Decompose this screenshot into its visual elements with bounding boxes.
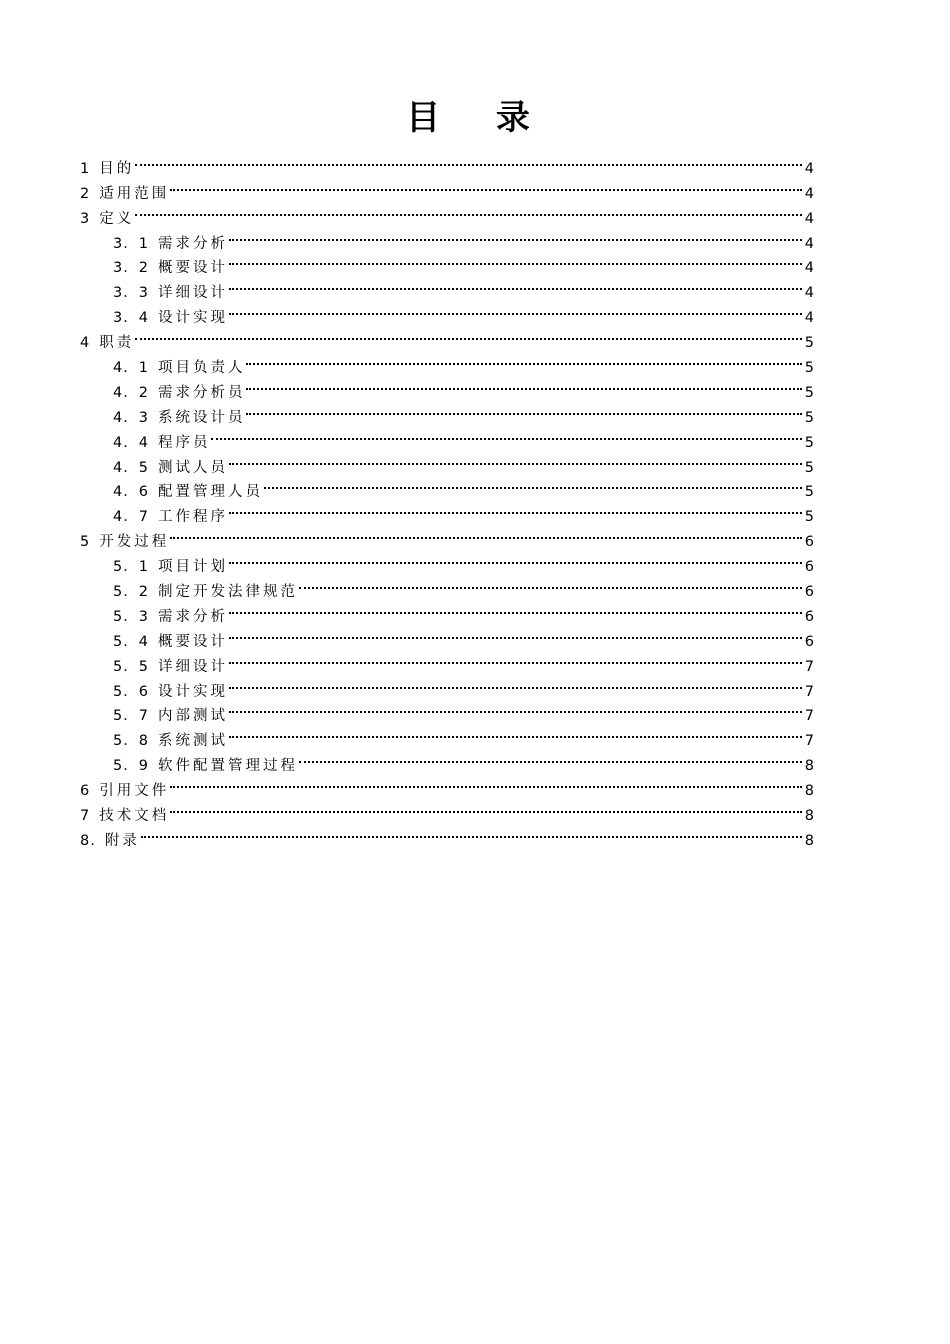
toc-entry-title: 工作程序 <box>157 509 228 526</box>
toc-entry-title: 开发过程 <box>99 534 170 551</box>
toc-entry-page: 4 <box>804 310 814 327</box>
toc-entry-number: 8. <box>80 832 96 849</box>
toc-entry-number: 4．4 <box>113 434 149 451</box>
toc-dot-leader <box>229 720 802 745</box>
toc-entry-number: 6 <box>80 783 91 800</box>
toc-dot-leader <box>135 198 802 223</box>
toc-entry-title: 概要设计 <box>157 260 228 277</box>
toc-entry-number: 5．8 <box>113 733 149 750</box>
toc-entry[interactable] <box>80 198 814 227</box>
toc-entry-title: 项目计划 <box>157 559 228 576</box>
toc-entry-number: 5．4 <box>113 633 149 650</box>
toc-entry[interactable] <box>80 770 814 800</box>
toc-entry-number: 4．3 <box>113 409 149 426</box>
toc-entry[interactable] <box>80 173 814 202</box>
toc-entry-page: 5 <box>804 459 814 476</box>
toc-entry-page: 6 <box>804 559 814 576</box>
toc-entry-number: 4 <box>80 335 91 352</box>
toc-entry[interactable] <box>80 223 814 252</box>
toc-entry-page: 6 <box>804 633 814 650</box>
toc-entry-number: 5．1 <box>113 559 149 576</box>
toc-dot-leader <box>246 347 801 372</box>
toc-entry-page: 5 <box>804 360 814 377</box>
toc-entry-title: 概要设计 <box>157 633 228 650</box>
toc-entry-title: 技术文档 <box>99 808 170 825</box>
toc-entry-title: 需求分析员 <box>157 384 246 401</box>
toc-dot-leader <box>229 223 802 248</box>
toc-dot-leader <box>229 646 802 671</box>
toc-entry[interactable] <box>80 322 814 352</box>
toc-entry-title: 系统设计员 <box>157 409 246 426</box>
toc-dot-leader <box>229 496 802 521</box>
toc-entry-number: 4．2 <box>113 384 149 401</box>
toc-entry-page: 6 <box>804 584 814 601</box>
toc-dot-leader <box>170 770 802 795</box>
toc-dot-leader <box>229 248 802 273</box>
toc-title: 目 录 <box>406 98 552 138</box>
toc-entry-page: 8 <box>804 808 814 825</box>
toc-entry-number: 3．3 <box>113 285 149 302</box>
toc-entry[interactable] <box>80 820 814 849</box>
toc-entry-title: 定义 <box>99 210 135 227</box>
toc-entry-page: 5 <box>804 384 814 401</box>
toc-entry-number: 3 <box>80 210 91 227</box>
toc-entry[interactable] <box>80 148 814 177</box>
toc-entry-page: 6 <box>804 608 814 625</box>
toc-entry-title: 软件配置管理过程 <box>157 758 298 775</box>
toc-entry-page: 4 <box>804 235 814 252</box>
toc-entry-title: 内部测试 <box>157 708 228 725</box>
toc-entry-title: 目的 <box>99 160 135 177</box>
toc-entry-title: 系统测试 <box>157 733 228 750</box>
toc-dot-leader <box>170 795 802 820</box>
toc-dot-leader <box>229 447 802 472</box>
toc-entry[interactable] <box>80 347 814 377</box>
toc-entry-page: 8 <box>804 758 814 775</box>
toc-entry-title: 程序员 <box>157 434 211 451</box>
toc-dot-leader <box>246 397 801 422</box>
toc-entry-title: 测试人员 <box>157 459 228 476</box>
toc-entry-number: 4．6 <box>113 484 149 501</box>
toc-entry-page: 7 <box>804 658 814 675</box>
toc-dot-leader <box>229 546 802 571</box>
toc-entry-title: 职责 <box>99 335 135 352</box>
toc-entry-number: 1 <box>80 160 91 177</box>
toc-entry-page: 6 <box>804 534 814 551</box>
toc-entry-number: 5．3 <box>113 608 149 625</box>
toc-dot-leader <box>299 571 802 596</box>
toc-dot-leader <box>170 173 802 198</box>
toc-entry-title: 引用文件 <box>99 783 170 800</box>
toc-dot-leader <box>135 322 802 347</box>
toc-dot-leader <box>229 621 802 646</box>
toc-entry-number: 4．7 <box>113 509 149 526</box>
toc-entry-number: 3．1 <box>113 235 149 252</box>
toc-list <box>80 148 814 849</box>
toc-entry[interactable] <box>80 546 814 576</box>
toc-entry-number: 3．2 <box>113 260 149 277</box>
toc-entry-title: 需求分析 <box>157 235 228 252</box>
toc-entry-title: 项目负责人 <box>157 360 246 377</box>
toc-entry-page: 8 <box>804 783 814 800</box>
toc-entry-page: 5 <box>804 484 814 501</box>
toc-entry-number: 4．1 <box>113 360 149 377</box>
toc-entry-number: 5．2 <box>113 584 149 601</box>
toc-entry-page: 4 <box>804 160 814 177</box>
toc-entry-title: 适用范围 <box>99 185 170 202</box>
toc-entry-title: 制定开发法律规范 <box>157 584 298 601</box>
toc-entry-page: 8 <box>804 832 814 849</box>
toc-dot-leader <box>141 820 802 845</box>
toc-dot-leader <box>229 671 802 696</box>
toc-entry-title: 详细设计 <box>157 285 228 302</box>
toc-entry-number: 3．4 <box>113 310 149 327</box>
toc-entry[interactable] <box>80 795 814 825</box>
toc-entry-page: 7 <box>804 708 814 725</box>
toc-entry-page: 4 <box>804 185 814 202</box>
toc-dot-leader <box>229 297 802 322</box>
toc-entry-number: 5．6 <box>113 683 149 700</box>
toc-entry-number: 7 <box>80 808 91 825</box>
toc-entry-page: 7 <box>804 733 814 750</box>
toc-dot-leader <box>299 745 802 770</box>
toc-entry-title: 详细设计 <box>157 658 228 675</box>
toc-entry-number: 5．7 <box>113 708 149 725</box>
toc-entry-title: 设计实现 <box>157 683 228 700</box>
toc-dot-leader <box>229 696 802 721</box>
toc-dot-leader <box>135 148 802 173</box>
toc-dot-leader <box>246 372 801 397</box>
toc-dot-leader <box>264 472 802 497</box>
toc-dot-leader <box>229 272 802 297</box>
toc-entry-page: 5 <box>804 434 814 451</box>
toc-entry-title: 附录 <box>104 832 140 849</box>
toc-entry-page: 4 <box>804 260 814 277</box>
toc-entry-number: 5．5 <box>113 658 149 675</box>
toc-dot-leader <box>170 521 802 546</box>
toc-entry-page: 7 <box>804 683 814 700</box>
toc-entry-page: 4 <box>804 285 814 302</box>
toc-entry-title: 设计实现 <box>157 310 228 327</box>
toc-entry-number: 5 <box>80 534 91 551</box>
toc-entry-number: 2 <box>80 185 91 202</box>
toc-entry-title: 需求分析 <box>157 608 228 625</box>
toc-entry-number: 4．5 <box>113 459 149 476</box>
toc-entry-title: 配置管理人员 <box>157 484 263 501</box>
toc-entry-page: 5 <box>804 509 814 526</box>
toc-dot-leader <box>229 596 802 621</box>
toc-entry[interactable] <box>80 521 814 551</box>
toc-entry-page: 4 <box>804 210 814 227</box>
toc-entry-page: 5 <box>804 409 814 426</box>
toc-entry-page: 5 <box>804 335 814 352</box>
toc-entry-number: 5．9 <box>113 758 149 775</box>
toc-dot-leader <box>211 422 801 447</box>
